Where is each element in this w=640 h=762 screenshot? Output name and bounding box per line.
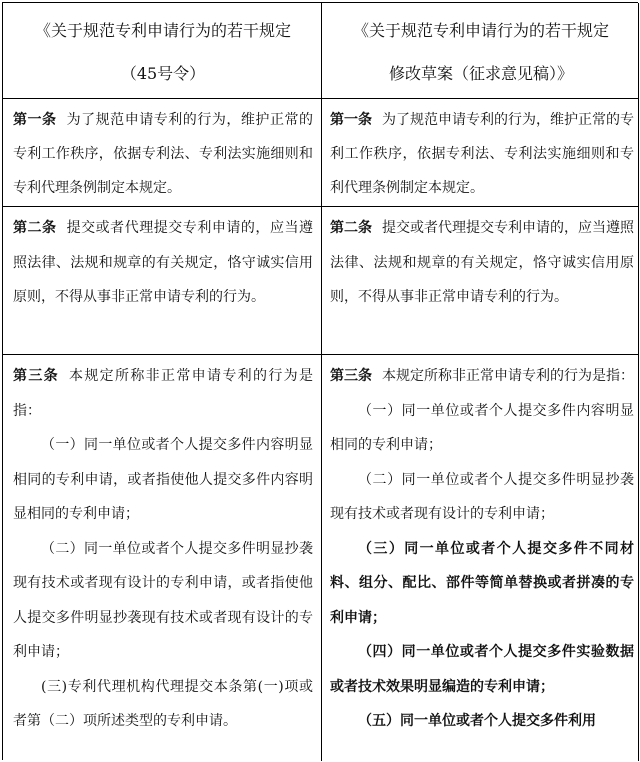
article-intro: 本规定所称非正常申请专利的行为是指： — [382, 368, 634, 384]
article-3-left — [3, 355, 322, 761]
article-item-new: （五）同一单位或者个人提交多件利用 — [358, 713, 596, 729]
article-head: 第一条 — [13, 112, 57, 128]
header-left-subtitle: （45号令） — [120, 64, 206, 83]
article-head: 第二条 — [13, 220, 57, 236]
header-right — [322, 3, 639, 99]
article-1-right — [322, 99, 639, 207]
article-3-right — [322, 355, 639, 761]
article-text: 提交或者代理提交专利申请的，应当遵照法律、法规和规章的有关规定，恪守诚实信用原则，不得从事非正常申请专利的行为。 — [330, 220, 634, 305]
article-1-left — [3, 99, 322, 207]
comparison-table — [2, 2, 638, 760]
article-2-left — [3, 207, 322, 355]
article-item: （一）同一单位或者个人提交多件内容明显相同的专利申请； — [330, 402, 634, 453]
header-right-subtitle: 修改草案（征求意见稿）》 — [388, 64, 573, 83]
article-item: （二）同一单位或者个人提交多件明显抄袭现有技术或者现有设计的专利申请，或者指使他人提交多件明显抄袭现有技术或者现有设计的专利申请； — [13, 540, 313, 660]
article-head: 第一条 — [330, 112, 372, 128]
article-item-new: （四）同一单位或者个人提交多件实验数据或者技术效果明显编造的专利申请； — [330, 644, 634, 695]
article-text: 提交或者代理提交专利申请的，应当遵照法律、法规和规章的有关规定，恪守诚实信用原则，不得从事非正常申请专利的行为。 — [13, 220, 314, 305]
article-item: （一）同一单位或者个人提交多件内容明显相同的专利申请，或者指使他人提交多件内容明显相同的专利申请； — [13, 437, 313, 522]
article-text: 为了规范申请专利的行为，维护正常的专利工作秩序，依据专利法、专利法实施细则和专利代理条例制定本规定。 — [13, 112, 314, 196]
article-intro: 本规定所称非正常申请专利的行为是指： — [13, 368, 313, 419]
article-text: 为了规范申请专利的行为，维护正常的专利工作秩序，依据专利法、专利法实施细则和专利代理条例制定本规定。 — [330, 112, 634, 196]
article-head: 第三条 — [13, 368, 59, 384]
header-left-title: 《关于规范专利申请行为的若干规定 — [34, 21, 291, 40]
article-head: 第二条 — [330, 220, 372, 236]
header-right-title: 《关于规范专利申请行为的若干规定 — [352, 21, 609, 40]
article-2-right — [322, 207, 639, 355]
article-item-new: （三）同一单位或者个人提交多件不同材料、组分、配比、部件等简单替换或者拼凑的专利申请； — [330, 540, 634, 626]
article-item: (三)专利代理机构代理提交本条第(一)项或者第（二）项所述类型的专利申请。 — [13, 678, 313, 729]
article-item: （二）同一单位或者个人提交多件明显抄袭现有技术或者现有设计的专利申请； — [330, 471, 634, 522]
article-head: 第三条 — [330, 368, 372, 384]
header-left — [3, 3, 322, 99]
